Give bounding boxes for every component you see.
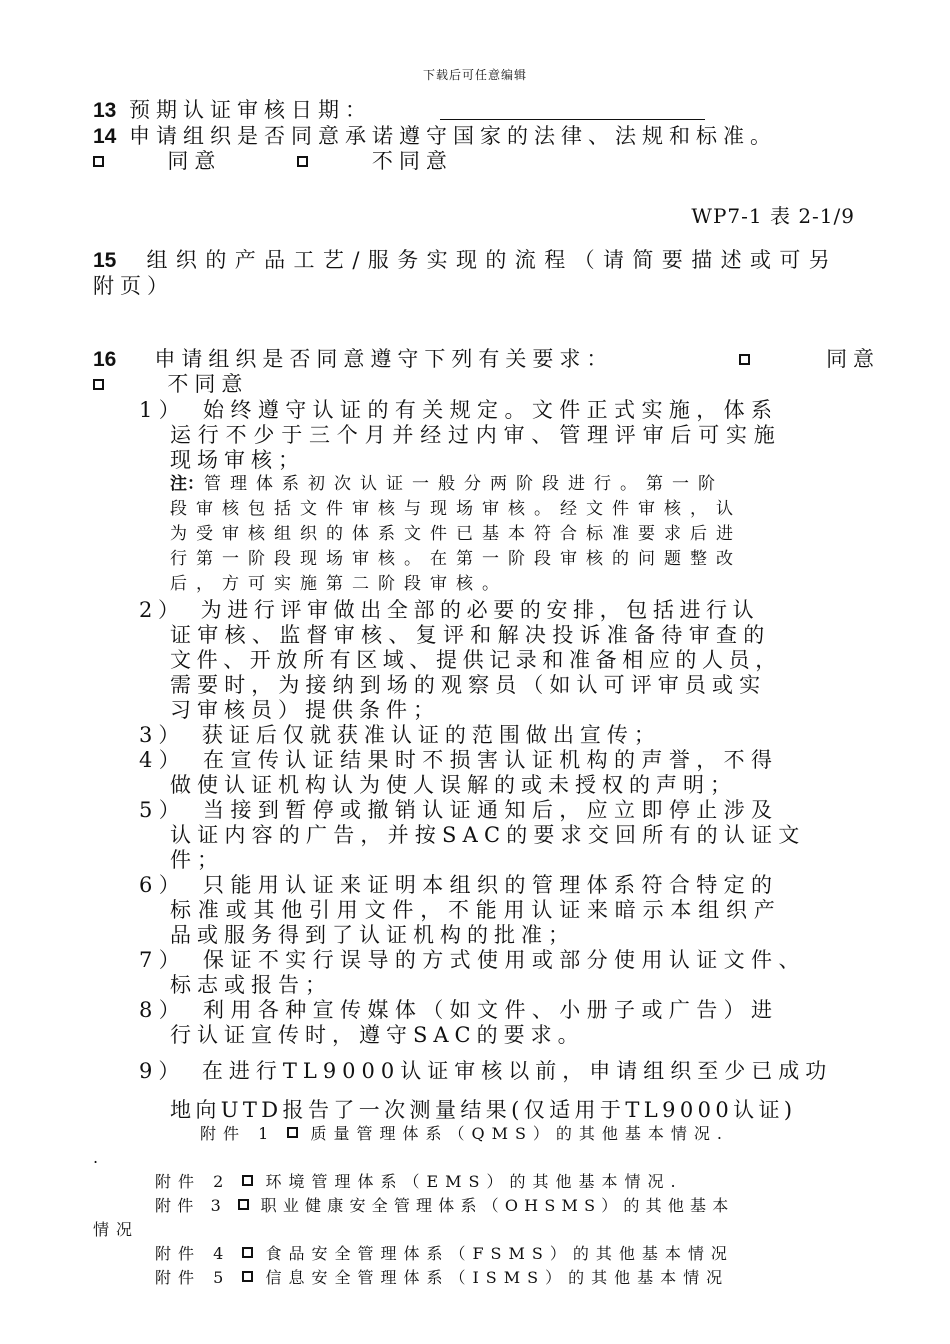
req-2-line3: 文件、开放所有区域、提供记录和准备相应的人员， <box>170 648 782 672</box>
note-text: 管理体系初次认证一般分两阶段进行。第一阶 <box>204 474 724 494</box>
req-3-line1: 3） 获证后仅就获准认证的范围做出宣传； <box>139 723 661 747</box>
note-line4: 行第一阶段现场审核。在第一阶段审核的问题整改 <box>170 549 742 569</box>
item-15-line2: 附页） <box>93 274 174 298</box>
req-7-line1: 7） 保证不实行误导的方式使用或部分使用认证文件、 <box>139 948 806 972</box>
attachment-prefix: 附件 1 <box>200 1124 288 1143</box>
disagree-checkbox[interactable] <box>297 156 308 167</box>
item-15-line1: 组织的产品工艺/服务实现的流程（请简要描述或可另 <box>146 248 839 272</box>
page-header: 下载后可任意编辑 <box>422 68 527 82</box>
item-number: 16 <box>93 348 117 371</box>
attachment-text: 环境管理体系（EMS）的其他基本情况. <box>265 1172 683 1191</box>
req-8-line2: 行认证宣传时，遵守SAC的要求。 <box>170 1023 585 1047</box>
req-2-line4: 需要时，为接纳到场的观察员（如认可评审员或实 <box>170 673 767 697</box>
req-1-line1: 1） 始终遵守认证的有关规定。文件正式实施，体系 <box>139 398 779 422</box>
req-6-line1: 6） 只能用认证来证明本组织的管理体系符合特定的 <box>139 873 779 897</box>
attachment-prefix: 附件 3 <box>155 1196 239 1215</box>
attachment-5 <box>155 1268 729 1288</box>
item-number: 14 <box>93 125 117 148</box>
req-6-line2: 标准或其他引用文件，不能用认证来暗示本组织产 <box>170 898 782 922</box>
req-5-line2: 认证内容的广告，并按SAC的要求交回所有的认证文 <box>170 823 806 847</box>
agree-checkbox[interactable] <box>739 354 750 365</box>
item-13 <box>93 98 372 123</box>
agree-label: 同意 <box>826 347 881 371</box>
attachment-2 <box>155 1172 683 1192</box>
attachment-2-checkbox[interactable] <box>242 1175 253 1186</box>
item-14-options <box>93 149 453 173</box>
attachment-text: 质量管理体系（QMS）的其他基本情况. <box>310 1124 730 1143</box>
attachment-text: 食品安全管理体系（FSMS）的其他基本情况 <box>265 1244 734 1263</box>
item-16 <box>93 347 613 372</box>
attachment-4-checkbox[interactable] <box>242 1247 253 1258</box>
req-2-line5: 习审核员）提供条件； <box>170 698 440 722</box>
attachment-prefix: 附件 5 <box>155 1268 243 1287</box>
item-16-text: 申请组织是否同意遵守下列有关要求： <box>154 347 614 371</box>
disagree-checkbox[interactable] <box>93 379 104 390</box>
req-6-line3: 品或服务得到了认证机构的批准； <box>170 923 575 947</box>
attachment-3 <box>155 1196 734 1216</box>
item-number: 13 <box>93 99 117 122</box>
req-4-line1: 4） 在宣传认证结果时不损害认证机构的声誉，不得 <box>139 748 779 772</box>
req-2-line1: 2） 为进行评审做出全部的必要的安排，包括进行认 <box>139 598 760 622</box>
attachment-1 <box>200 1124 729 1144</box>
req-1-line3: 现场审核； <box>170 448 305 472</box>
req-9-line2: 地向UTD报告了一次测量结果(仅适用于TL9000认证) <box>170 1098 797 1122</box>
note-line2: 段审核包括文件审核与现场审核。经文件审核，认 <box>170 499 742 519</box>
attachment-3-checkbox[interactable] <box>238 1199 249 1210</box>
attachment-1-checkbox[interactable] <box>287 1127 298 1138</box>
form-code: WP7-1 表 2-1/9 <box>691 204 855 228</box>
disagree-label: 不同意 <box>371 149 453 173</box>
item-14 <box>93 124 777 149</box>
item-16-disagree <box>93 372 248 396</box>
req-5-line3: 件； <box>170 848 224 872</box>
item-13-text: 预期认证审核日期： <box>129 98 373 122</box>
item-16-agree <box>739 347 880 371</box>
req-7-line2: 标志或报告； <box>170 973 332 997</box>
attachment-5-checkbox[interactable] <box>242 1271 253 1282</box>
agree-label: 同意 <box>167 149 222 173</box>
attachment-text: 职业健康安全管理体系（OHSMS）的其他基本 <box>260 1196 735 1215</box>
item-number: 15 <box>93 249 117 272</box>
note-label: 注： <box>170 474 204 493</box>
item-14-text: 申请组织是否同意承诺遵守国家的法律、法规和标准。 <box>129 124 778 148</box>
note-line1 <box>170 473 724 495</box>
date-input-line[interactable] <box>440 119 705 120</box>
attachment-prefix: 附件 4 <box>155 1244 243 1263</box>
req-5-line1: 5） 当接到暂停或撤销认证通知后，应立即停止涉及 <box>139 798 779 822</box>
item-15 <box>93 248 838 273</box>
disagree-label: 不同意 <box>167 372 249 396</box>
req-9-line1: 9） 在进行TL9000认证审核以前，申请组织至少已成功 <box>139 1059 833 1083</box>
attachment-3-cont: 情况 <box>93 1220 140 1239</box>
req-4-line2: 做使认证机构认为使人误解的或未授权的声明； <box>170 773 737 797</box>
attachment-text: 信息安全管理体系（ISMS）的其他基本情况 <box>265 1268 730 1287</box>
req-1-line2: 运行不少于三个月并经过内审、管理评审后可实施 <box>170 423 782 447</box>
attachment-prefix: 附件 2 <box>155 1172 243 1191</box>
agree-checkbox[interactable] <box>93 156 104 167</box>
note-line3: 为受审核组织的体系文件已基本符合标准要求后进 <box>170 524 742 544</box>
req-8-line1: 8） 利用各种宣传媒体（如文件、小册子或广告）进 <box>139 998 779 1022</box>
note-line5: 后，方可实施第二阶段审核。 <box>170 574 508 594</box>
attachment-4 <box>155 1244 734 1264</box>
req-2-line2: 证审核、监督审核、复评和解决投诉准备待审查的 <box>170 623 771 647</box>
attachment-1-cont: . <box>93 1148 106 1167</box>
